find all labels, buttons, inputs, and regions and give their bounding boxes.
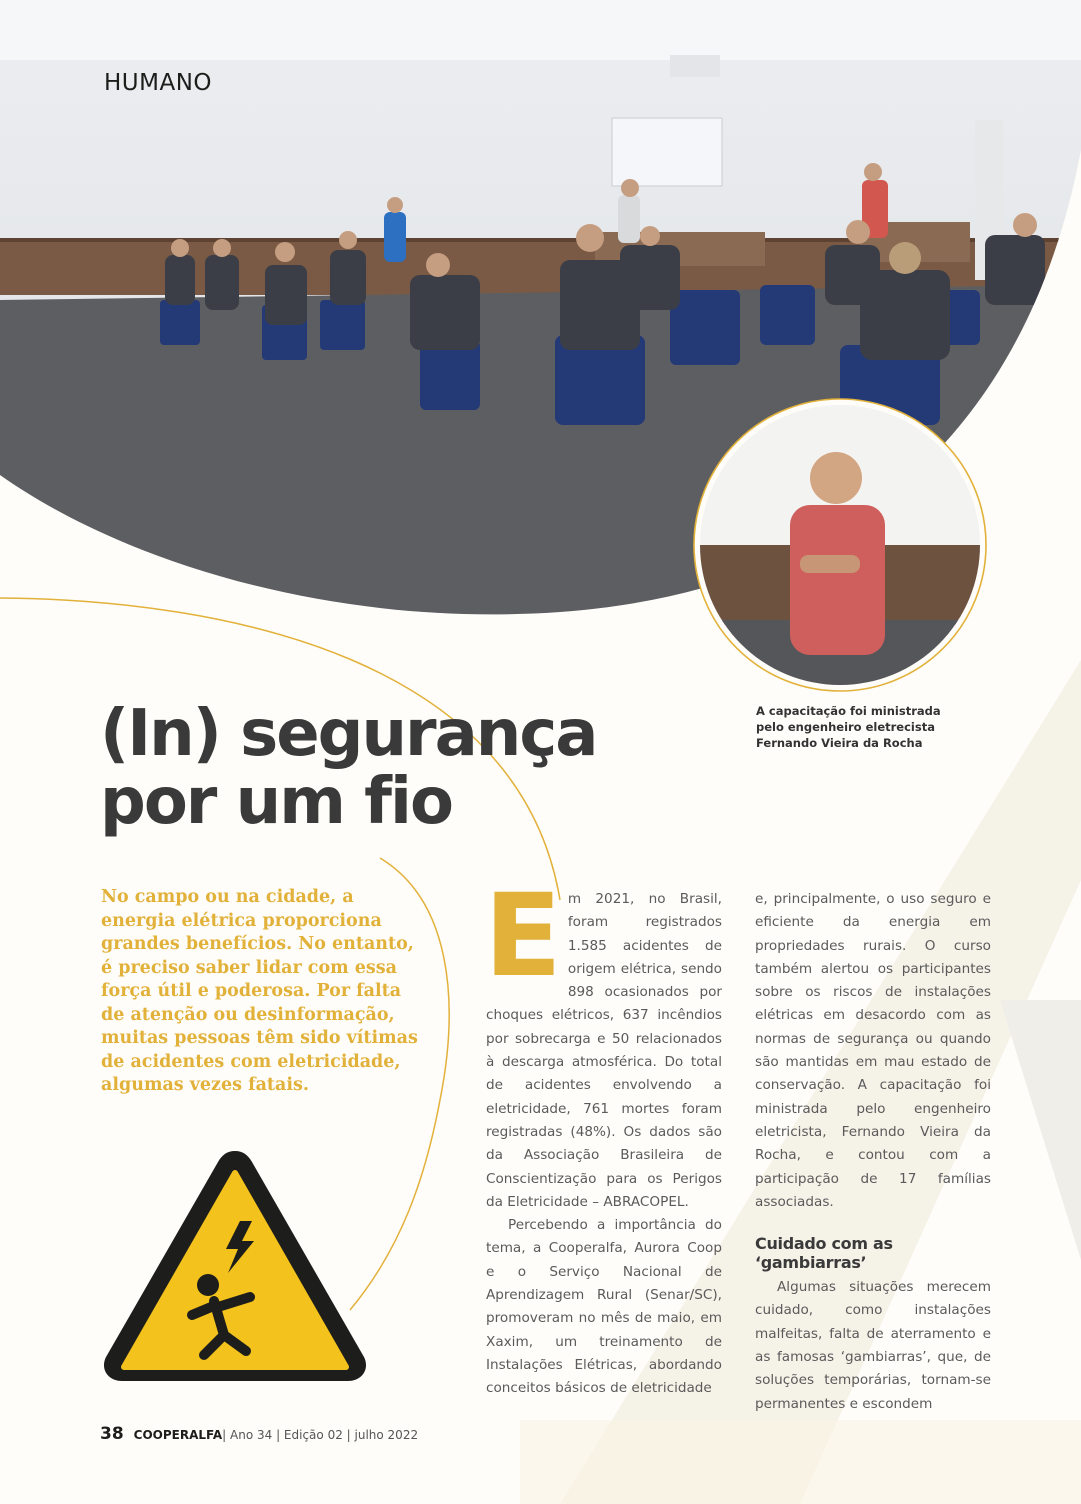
body-paragraph-2: Percebendo a importância do tema, a Cooperalfa, Aurora Coop e o Serviço Nacional de Aprendizagem Rural (Senar/SC), promoveram no mês de maio, em Xaxim, um treinamento de Instalações Elétricas, abordando conceitos básicos de eletricidade [486,1217,722,1397]
article-column-1 [484,869,722,1401]
body-paragraph-3: e, principalmente, o uso seguro e eficiente da energia em propriedades rurais. O curso também alertou os participantes sobre os riscos de instalações elétricas em desacordo com as normas de segurança ou quando são mantidas em mau estado de conservação. A capacitação foi ministrada pelo engenheiro eletricista, Fernando Vieira da Rocha, e contou com a participação de 17 famílias associadas. [755,891,991,1210]
article-column-2 [755,888,991,1416]
article-title [100,697,597,839]
section-label: HUMANO [104,70,213,96]
inset-photo-engineer [690,399,990,700]
body-paragraph-4: Algumas situações merecem cuidado, como instalações malfeitas, falta de aterramento e as famosas ‘gambiarras’, que, de soluções temporárias, tornam-se permanentes e escondem [755,1279,991,1412]
drop-cap: E [484,869,562,1002]
title-line-1: (In) segurança [100,697,597,771]
lead-paragraph: No campo ou na cidade, a energia elétrica proporciona grandes benefícios. No entanto, é preciso saber lidar com essa força útil e poderosa. Por falta de atenção ou desinformação, muitas pessoas têm sido vítimas de acidentes com eletricidade, algumas vezes fatais. [101,887,418,1095]
title-line-2: por um fio [100,765,452,839]
body-paragraph-1: m 2021, no Brasil, foram registrados 1.585 acidentes de origem elétrica, sendo 898 ocasionados por choques elétricos, 637 incêndios por sobrecarga e 50 relacionados à descarga atmosférica. Do total de acidentes envolvendo a eletricidade, 761 mortes foram registradas (48%). Os dados são da Associação Brasileira de Conscientização para os Perigos da Eletricidade – ABRACOPEL. [486,891,722,1210]
page-footer [100,1424,418,1444]
page-number: 38 [100,1424,124,1444]
footer-issue-details: | Ano 34 | Edição 02 | julho 2022 [222,1428,419,1442]
photo-caption: A capacitação foi ministrada pelo engenheiro eletrecista Fernando Vieira da Rocha [756,704,941,750]
subheading: Cuidado com as ‘gambiarras’ [755,1234,893,1273]
electric-shock-warning-icon [100,1145,370,1385]
footer-brand: COOPERALFA [133,1428,223,1442]
